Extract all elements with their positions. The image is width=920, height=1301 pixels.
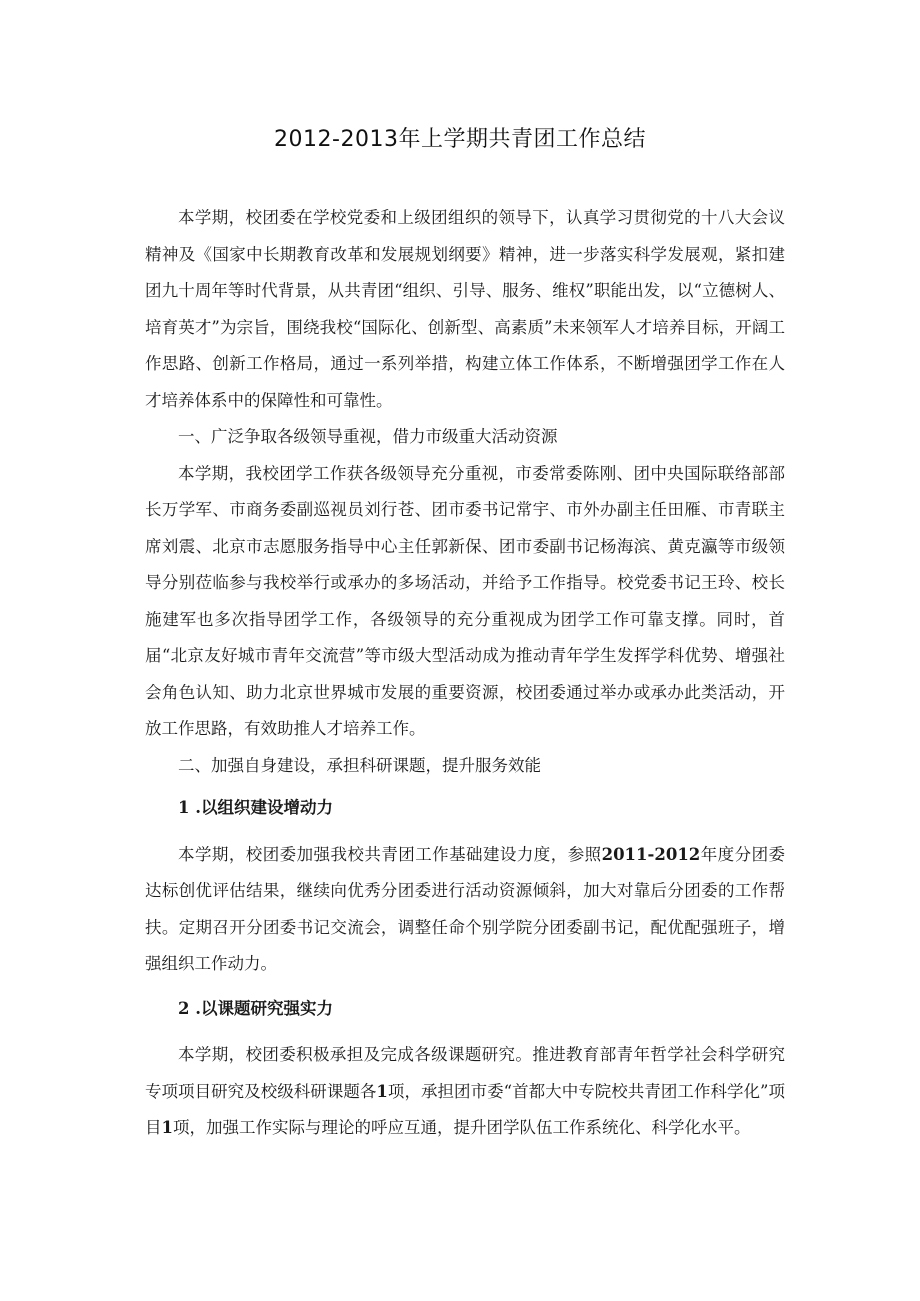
- item2-paragraph: [145, 1037, 785, 1147]
- item1-paragraph: [145, 837, 785, 983]
- section1-paragraph: 本学期，我校团学工作获各级领导充分重视，市委常委陈刚、团中央国际联络部部长万学军、市商务委副巡视员刘行苍、团市委书记常宇、市外办副主任田雁、市青联主席刘震、北京市志愿服务指导中心主任郭新保、团市委副书记杨海滨、黄克瀛等市级领导分别莅临参与我校举行或承办的多场活动，并给予工作指导。校党委书记王玲、校长施建军也多次指导团学工作，各级领导的充分重视成为团学工作可靠支撑。同时，首届“北京友好城市青年交流营”等市级大型活动成为推动青年学生发挥学科优势、增强社会角色认知、助力北京世界城市发展的重要资源，校团委通过举办或承办此类活动，开放工作思路，有效助推人才培养工作。: [145, 463, 785, 738]
- item1-text-start: 本学期，校团委加强我校共青团工作基础建设力度，参照: [178, 844, 602, 864]
- section1-heading: 一、广泛争取各级领导重视，借力市级重大活动资源: [178, 427, 558, 446]
- section2-heading: 二、加强自身建设，承担科研课题，提升服务效能: [178, 755, 541, 775]
- item2-heading: 2 .以课题研究强实力: [178, 998, 333, 1018]
- item1-year-range: 2011-2012: [601, 844, 701, 864]
- item2-text-b: 项，承担团市委“首都大中专院校共青团工作科学化”项目: [145, 1081, 786, 1137]
- item2-count-2: 1: [161, 1118, 173, 1137]
- intro-paragraph: 本学期，校团委在学校党委和上级团组织的领导下，认真学习贯彻党的十八大会议精神及《国家中长期教育改革和发展规划纲要》精神，进一步落实科学发展观，紧扣建团九十周年等时代背景，从共青团“组织、引导、服务、维权”职能出发，以“立德树人、培育英才”为宗旨，围绕我校“国际化、创新型、高素质”未来领军人才培养目标，开阔工作思路、创新工作格局，通过一系列举措，构建立体工作体系，不断增强团学工作在人才培养体系中的保障性和可靠性。: [145, 208, 785, 410]
- item2-count-1: 1: [376, 1081, 388, 1101]
- document-body: [145, 200, 785, 1147]
- item1-text-end: 年度分团委达标创优评估结果，继续向优秀分团委进行活动资源倾斜，加大对靠后分团委的工作帮扶。定期召开分团委书记交流会，调整任命个别学院分团委副书记，配优配强班子，增强组织工作动力。: [145, 844, 786, 973]
- item2-text-c: 项，加强工作实际与理论的呼应互通，提升团学队伍工作系统化、科学化水平。: [172, 1118, 751, 1137]
- document-title: 2012-2013年上学期共青团工作总结: [274, 127, 646, 152]
- item2-text-a: 本学期，校团委积极承担及完成各级课题研究。推进教育部青年哲学社会科学研究专项项目研究及校级科研课题各: [145, 1045, 785, 1101]
- item1-heading: 1 .以组织建设增动力: [178, 798, 333, 817]
